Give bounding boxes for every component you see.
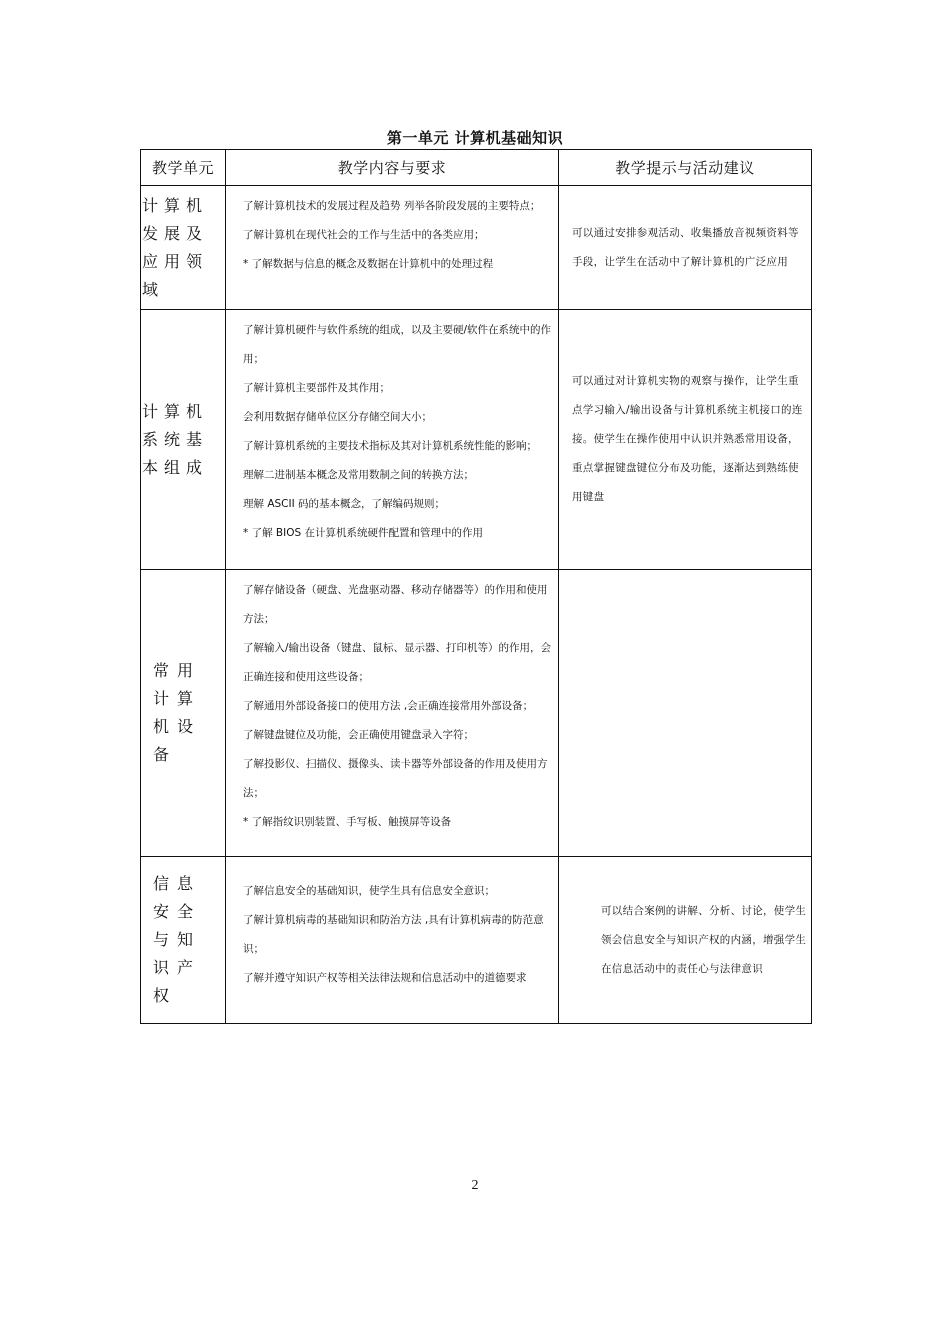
content-line: 会利用数据存储单位区分存储空间大小；: [243, 411, 432, 423]
unit-cell: 信息安全与知识产权: [141, 857, 226, 1024]
content-cell: [226, 310, 559, 570]
content-line: 了解通用外部设备接口的使用方法 ,会正确连接常用外部设备；: [243, 700, 534, 712]
content-line: 了解键盘键位及功能，会正确使用键盘录入字符；: [243, 729, 474, 741]
content-cell: [226, 570, 559, 857]
content-line: * 了解数据与信息的概念及数据在计算机中的处理过程: [243, 258, 494, 270]
hint-cell: 可以结合案例的讲解、分析、讨论，使学生领会信息安全与知识产权的内涵，增强学生在信息活动中的责任心与法律意识: [559, 857, 812, 1024]
content-cell: [226, 186, 559, 310]
content-line: 了解存储设备（硬盘、光盘驱动器、移动存储器等）的作用和使用方法；: [243, 584, 548, 625]
table-row: [141, 570, 812, 857]
content-line: 了解计算机技术的发展过程及趋势 列举各阶段发展的主要特点；: [243, 200, 541, 212]
content-line: 了解输入/输出设备（键盘、鼠标、显示器、打印机等）的作用，会正确连接和使用这些设备；: [243, 642, 552, 683]
table-row: [141, 857, 812, 1024]
content-line: 了解计算机主要部件及其作用；: [243, 382, 390, 394]
content-line: * 了解指纹识别装置、手写板、触摸屏等设备: [243, 816, 452, 828]
page-number: 2: [471, 1178, 479, 1193]
table-row: [141, 310, 812, 570]
content-line: 了解计算机硬件与软件系统的组成，以及主要硬/软件在系统中的作用；: [243, 324, 552, 365]
unit-cell: 常用计算机设备: [141, 570, 226, 857]
hint-cell: 可以通过对计算机实物的观察与操作，让学生重点学习输入/输出设备与计算机系统主机接口的连接。使学生在操作使用中认识并熟悉常用设备，重点掌握键盘键位分布及功能，逐渐达到熟练使用键盘: [559, 310, 812, 570]
content-line: 了解计算机在现代社会的工作与生活中的各类应用；: [243, 229, 485, 241]
content-line: 了解并遵守知识产权等相关法律法规和信息活动中的道德要求: [243, 972, 527, 984]
header-row: [141, 150, 812, 186]
unit-cell: 计算机发展及应用领域: [141, 186, 226, 310]
header-unit: 教学单元: [141, 150, 226, 186]
content-line: 理解二进制基本概念及常用数制之间的转换方法；: [243, 469, 474, 481]
header-content: 教学内容与要求: [226, 150, 559, 186]
hint-cell: [559, 570, 812, 857]
content-line: 了解计算机病毒的基础知识和防治方法 ,具有计算机病毒的防范意识；: [243, 914, 544, 955]
hint-cell: 可以通过安排参观活动、收集播放音视频资料等手段，让学生在活动中了解计算机的广泛应用: [559, 186, 812, 310]
content-line: * 了解 BIOS 在计算机系统硬件配置和管理中的作用: [243, 527, 483, 539]
content-line: 了解计算机系统的主要技术指标及其对计算机系统性能的影响；: [243, 440, 537, 452]
content-line: 了解投影仪、扫描仪、摄像头、读卡器等外部设备的作用及使用方法；: [243, 758, 548, 799]
content-line: 理解 ASCII 码的基本概念，了解编码规则；: [243, 498, 446, 510]
header-hint: 教学提示与活动建议: [559, 150, 812, 186]
unit-cell: 计算机系统基本组成: [141, 310, 226, 570]
curriculum-table: [140, 149, 812, 1024]
content-line: 了解信息安全的基础知识，使学生具有信息安全意识；: [243, 885, 495, 897]
table-row: [141, 186, 812, 310]
page-title: 第一单元 计算机基础知识: [386, 129, 564, 147]
content-cell: [226, 857, 559, 1024]
